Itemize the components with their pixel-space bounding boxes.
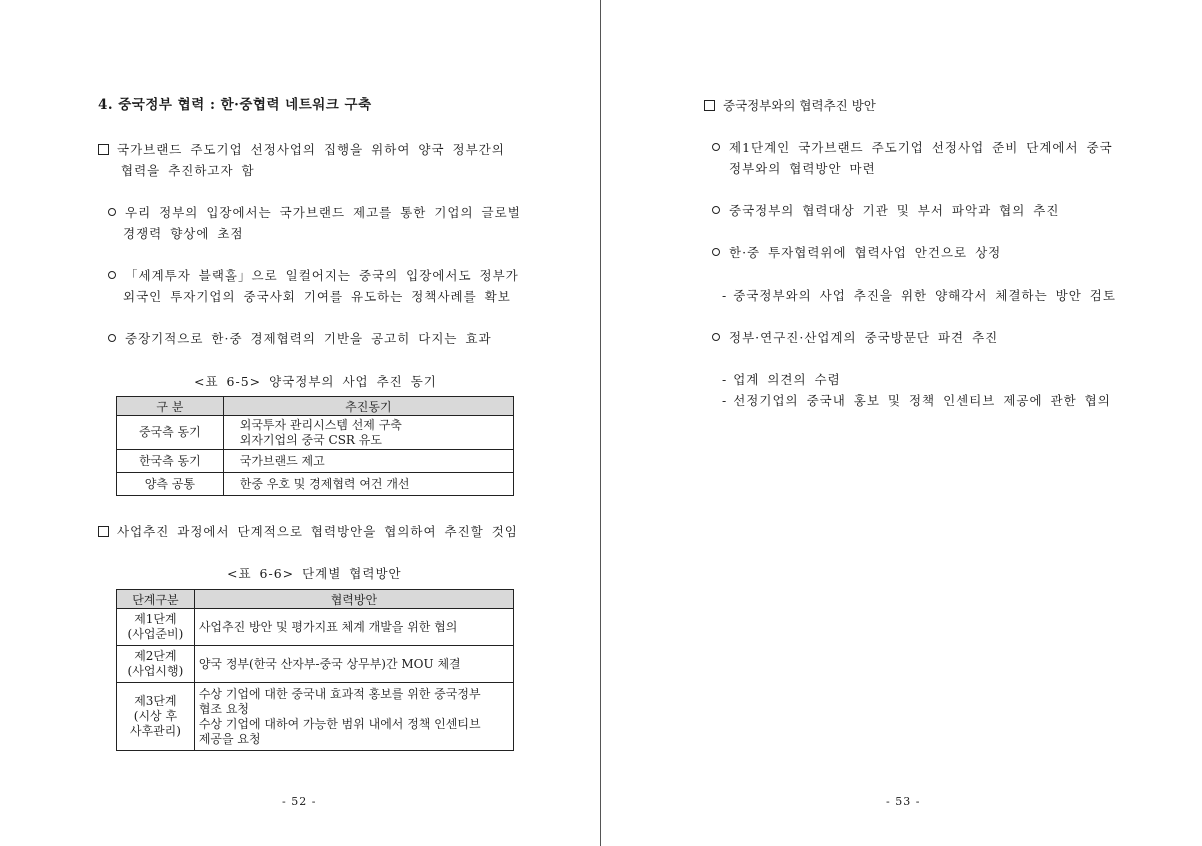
circle-bullet-icon bbox=[712, 333, 720, 341]
table1-row-content: 국가브랜드 제고 bbox=[223, 450, 513, 473]
square-bullet-icon bbox=[98, 144, 109, 155]
circle-bullet-icon bbox=[712, 143, 720, 151]
page-number: - 53 - bbox=[886, 795, 921, 808]
table1-row-label: 중국측 동기 bbox=[117, 416, 224, 450]
circle-bullet-icon bbox=[108, 271, 116, 279]
table2-caption: <표 6-6> 단계별 협력방안 bbox=[227, 566, 402, 581]
table-stage-plan bbox=[116, 589, 514, 751]
circle-bullet-icon bbox=[712, 248, 720, 256]
bullet-intergov-cooperation-line2: 협력을 추진하고자 함 bbox=[121, 163, 255, 178]
table-row bbox=[117, 646, 514, 683]
table1-caption: <표 6-5> 양국정부의 사업 추진 동기 bbox=[194, 374, 437, 389]
table2-stage-cell: 제1단계 (사업준비) bbox=[117, 609, 195, 646]
sub-china-perspective-line2: 외국인 투자기업의 중국사회 기여를 유도하는 정책사례를 확보 bbox=[123, 289, 511, 304]
square-bullet-icon bbox=[704, 100, 715, 111]
table1-row-content: 외국투자 관리시스템 선제 구축 외자기업의 중국 CSR 유도 bbox=[223, 416, 513, 450]
table2-plan-cell: 양국 정부(한국 산자부-중국 상무부)간 MOU 체결 bbox=[194, 646, 513, 683]
right-page bbox=[602, 0, 1202, 846]
section-title: 4. 중국정부 협력 : 한·중협력 네트워크 구축 bbox=[98, 97, 372, 113]
table1-row-label: 양측 공통 bbox=[117, 473, 224, 496]
bullet-intergov-cooperation: 국가브랜드 주도기업 선정사업의 집행을 위하여 양국 정부간의 bbox=[98, 139, 505, 160]
table-motivation bbox=[116, 396, 514, 496]
sub-long-term-effect: 중장기적으로 한·중 경제협력의 기반을 공고히 다지는 효과 bbox=[108, 328, 492, 349]
table2-header-plan: 협력방안 bbox=[194, 590, 513, 609]
sub-stage1-preparation-line2: 정부와의 협력방안 마련 bbox=[729, 161, 876, 176]
table2-stage-cell: 제3단계 (시상 후 사후관리) bbox=[117, 683, 195, 751]
table1-row-label: 한국측 동기 bbox=[117, 450, 224, 473]
dash-mou-review: - 중국정부와의 사업 추진을 위한 양해각서 체결하는 방안 검토 bbox=[722, 288, 1116, 303]
sub-investment-committee: 한·중 투자협력위에 협력사업 안건으로 상정 bbox=[712, 242, 1001, 263]
table-row bbox=[117, 683, 514, 751]
page-divider bbox=[600, 0, 601, 846]
table-row bbox=[117, 473, 514, 496]
left-page bbox=[0, 0, 600, 846]
circle-bullet-icon bbox=[108, 208, 116, 216]
table-row bbox=[117, 416, 514, 450]
sub-stage1-preparation: 제1단계인 국가브랜드 주도기업 선정사업 준비 단계에서 중국 bbox=[712, 137, 1113, 158]
sub-identify-agencies: 중국정부의 협력대상 기관 및 부서 파악과 협의 추진 bbox=[712, 200, 1059, 221]
sub-korea-perspective: 우리 정부의 입장에서는 국가브랜드 제고를 통한 기업의 글로벌 bbox=[108, 202, 521, 223]
dash-industry-opinion: - 업계 의견의 수렴 bbox=[722, 372, 841, 387]
table1-header-motivation: 추진동기 bbox=[223, 397, 513, 416]
square-bullet-icon bbox=[98, 526, 109, 537]
bullet-china-cooperation-plan: 중국정부와의 협력추진 방안 bbox=[704, 95, 876, 116]
sub-korea-perspective-line2: 경쟁력 향상에 초점 bbox=[123, 226, 244, 241]
sub-delegation-visit: 정부·연구진·산업계의 중국방문단 파견 추진 bbox=[712, 327, 998, 348]
circle-bullet-icon bbox=[712, 206, 720, 214]
table2-header-stage: 단계구분 bbox=[117, 590, 195, 609]
sub-china-perspective: 「세계투자 블랙홀」으로 일컬어지는 중국의 입장에서도 정부가 bbox=[108, 265, 519, 286]
table-row bbox=[117, 450, 514, 473]
circle-bullet-icon bbox=[108, 334, 116, 342]
bullet-stepwise-consultation: 사업추진 과정에서 단계적으로 협력방안을 협의하여 추진할 것임 bbox=[98, 521, 518, 542]
table-row bbox=[117, 609, 514, 646]
page-number: - 52 - bbox=[282, 795, 317, 808]
dash-promotion-incentive: - 선정기업의 중국내 홍보 및 정책 인센티브 제공에 관한 협의 bbox=[722, 393, 1111, 408]
table2-stage-cell: 제2단계 (사업시행) bbox=[117, 646, 195, 683]
table2-plan-cell: 사업추진 방안 및 평가지표 체계 개발을 위한 협의 bbox=[194, 609, 513, 646]
table1-row-content: 한중 우호 및 경제협력 여건 개선 bbox=[223, 473, 513, 496]
table2-plan-cell: 수상 기업에 대한 중국내 효과적 홍보를 위한 중국정부 협조 요청 수상 기업에 대하여 가능한 범위 내에서 정책 인센티브 제공을 요청 bbox=[194, 683, 513, 751]
table1-header-category: 구 분 bbox=[117, 397, 224, 416]
